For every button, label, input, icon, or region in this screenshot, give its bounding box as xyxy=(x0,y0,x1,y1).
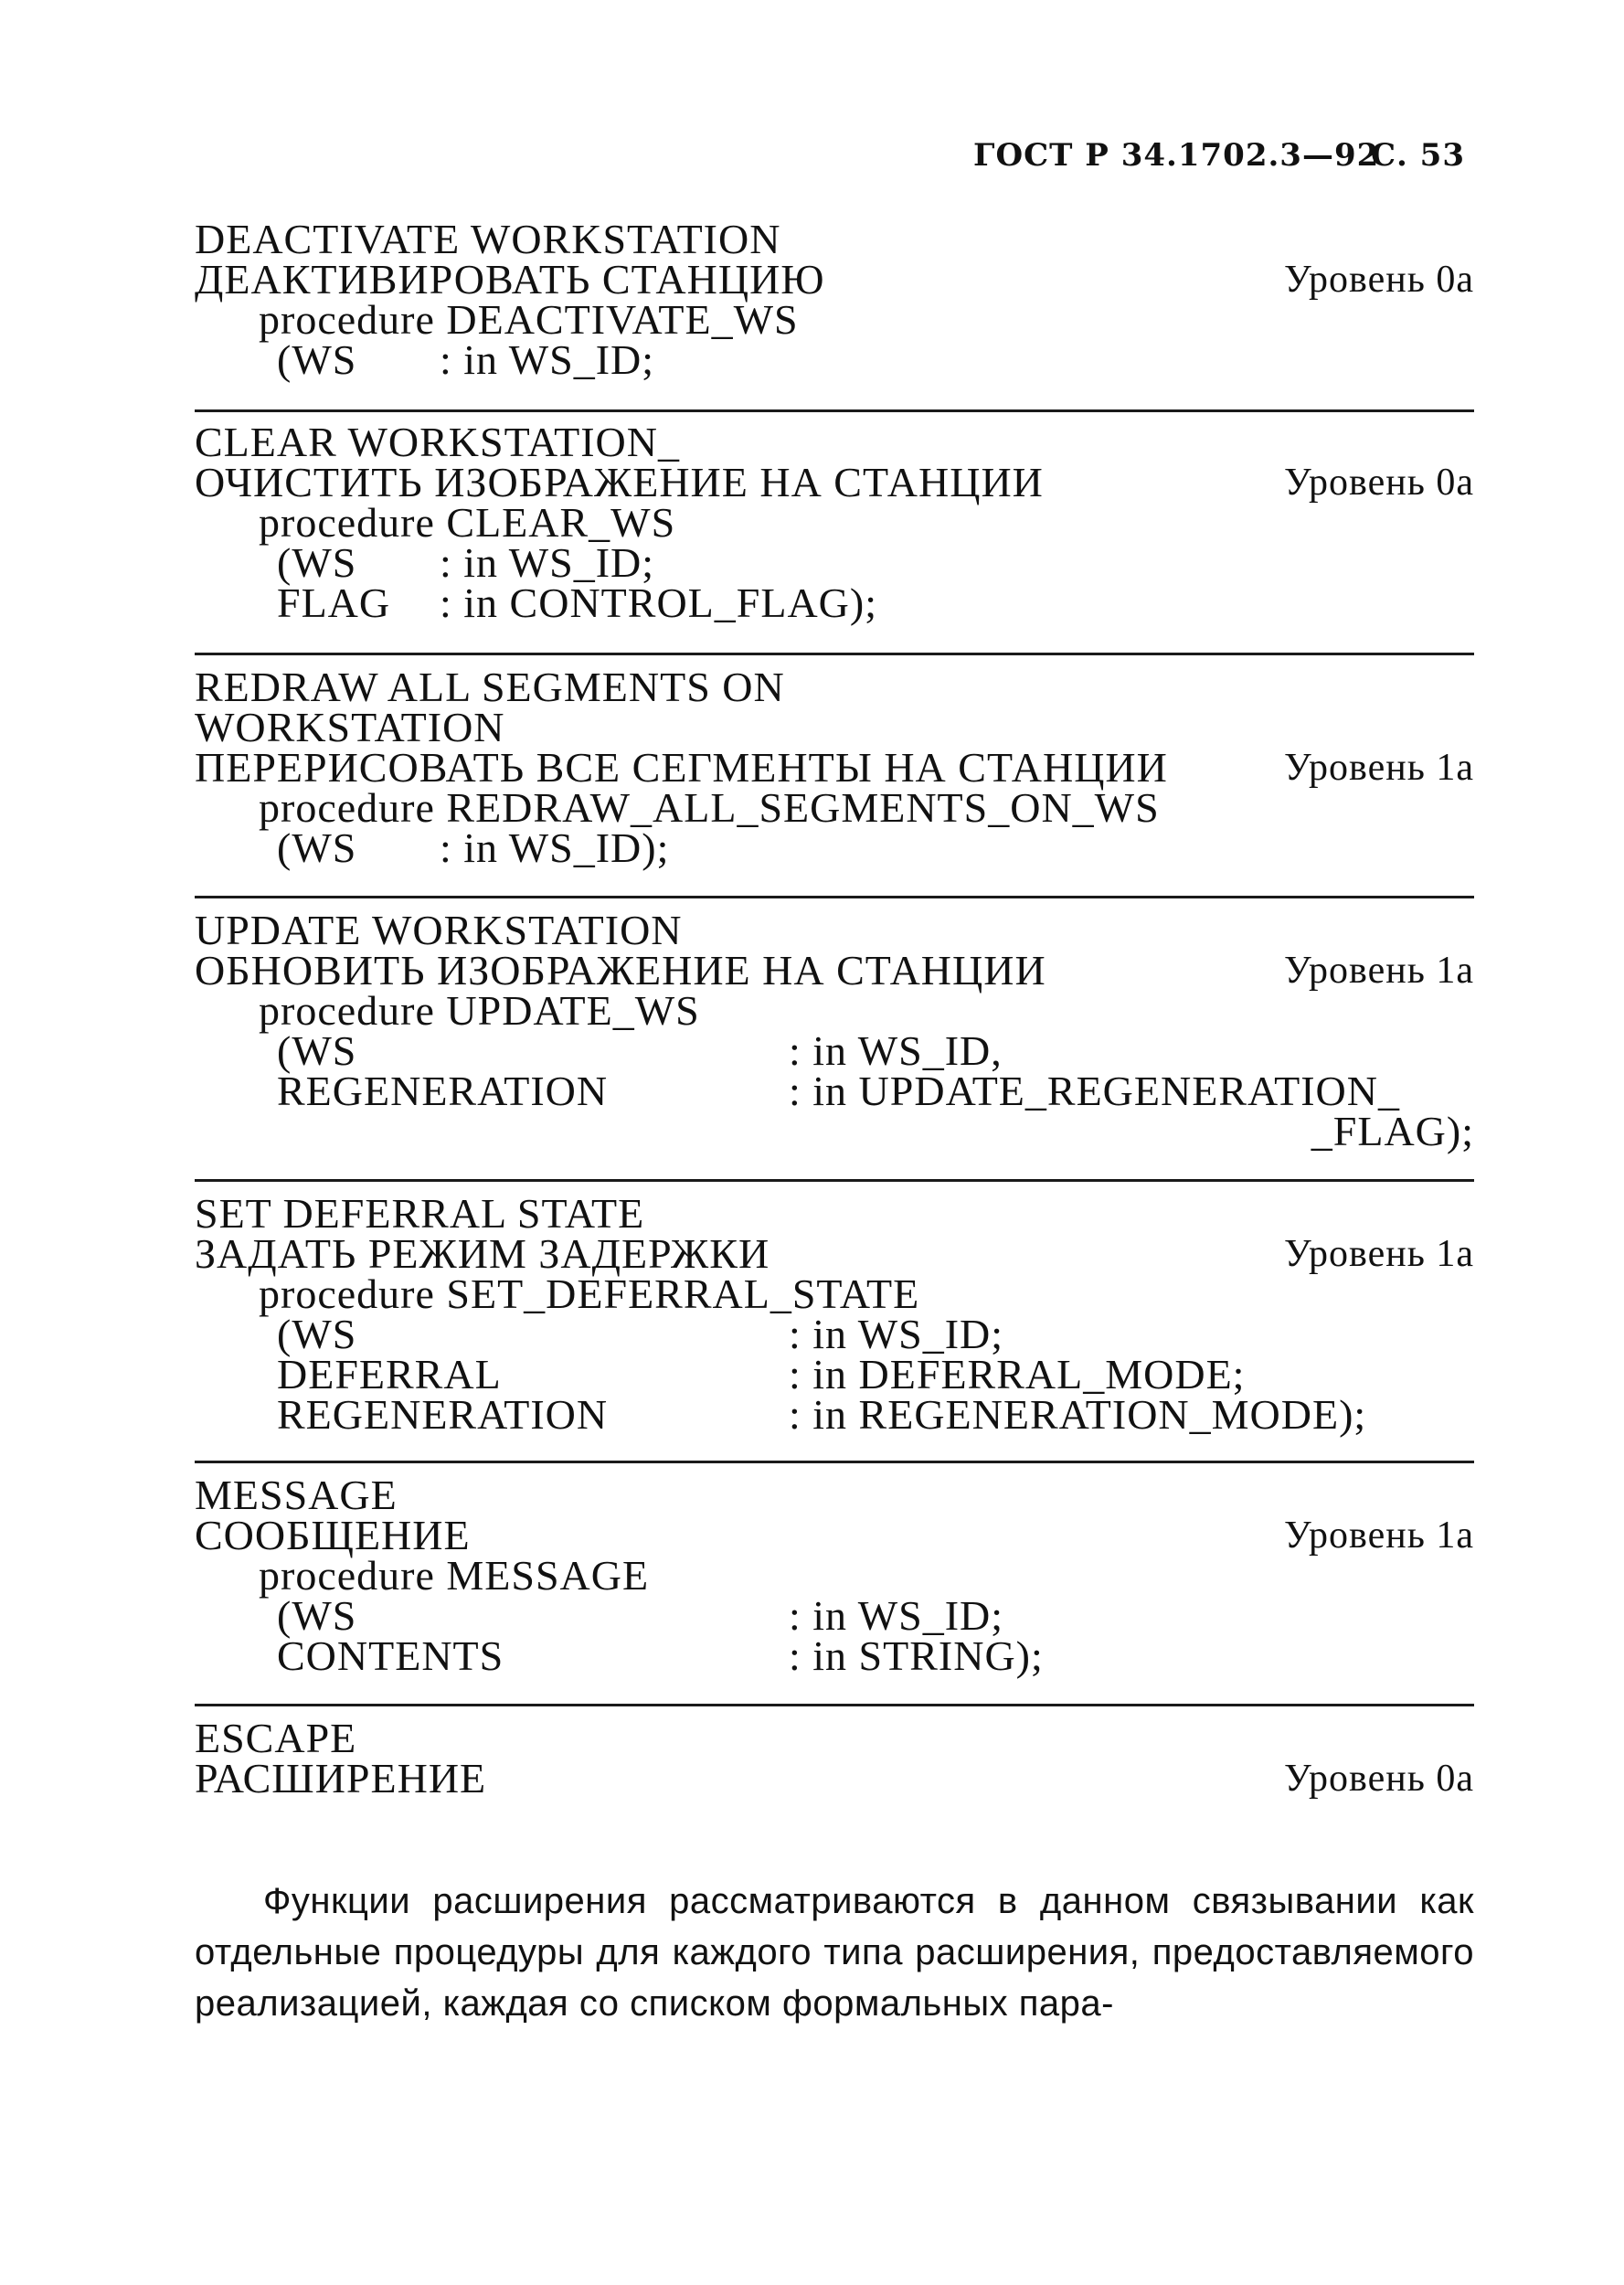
procedure-signature: procedure MESSAGE xyxy=(259,1552,650,1599)
parameter-name: (WS xyxy=(277,1311,357,1357)
parameter-type: : in WS_ID); xyxy=(440,824,670,871)
divider-rule xyxy=(195,653,1474,655)
function-entry-message xyxy=(195,1472,1474,1679)
function-name-ru: СООБЩЕНИЕ xyxy=(195,1512,471,1558)
body-paragraph: Функции расширения рассматриваются в данном связывании как отдельные процедуры для каждого типа расширения, предоставляемого реализацией, каждая со списком формальных пара- xyxy=(195,1881,1474,2024)
function-name-en: DEACTIVATE WORKSTATION xyxy=(195,216,781,262)
parameter-name: REGENERATION xyxy=(277,1391,609,1438)
procedure-signature: procedure REDRAW_ALL_SEGMENTS_ON_WS xyxy=(259,784,1160,831)
function-name-ru: ОЧИСТИТЬ ИЗОБРАЖЕНИЕ НА СТАНЦИИ xyxy=(195,459,1044,505)
level-label: Уровень 1а xyxy=(1283,747,1474,789)
standard-number: ГОСТ Р 34.1702.3—92 xyxy=(973,137,1380,174)
parameter-type: : in UPDATE_REGENERATION_ xyxy=(789,1068,1400,1114)
function-name-en: REDRAW ALL SEGMENTS ON xyxy=(195,664,785,710)
procedure-signature: procedure DEACTIVATE_WS xyxy=(259,296,799,343)
function-name-ru: ПЕРЕРИСОВАТЬ ВСЕ СЕГМЕНТЫ НА СТАНЦИИ xyxy=(195,744,1168,791)
function-name-en-continued: WORKSTATION xyxy=(195,704,505,750)
function-name-en: UPDATE WORKSTATION xyxy=(195,907,683,953)
function-entry-escape xyxy=(195,1715,1474,1801)
level-label: Уровень 0а xyxy=(1283,1758,1474,1800)
divider-rule xyxy=(195,409,1474,412)
parameter-name: (WS xyxy=(277,1027,357,1074)
divider-rule xyxy=(195,896,1474,898)
parameter-line xyxy=(195,1592,1474,1639)
parameter-line xyxy=(195,1311,1474,1357)
parameter-type: : in CONTROL_FLAG); xyxy=(440,579,877,626)
page-header xyxy=(973,137,1485,174)
parameter-name: (WS xyxy=(277,539,357,586)
function-name-en: CLEAR WORKSTATION_ xyxy=(195,419,680,465)
parameter-type: : in WS_ID; xyxy=(789,1311,1004,1357)
parameter-type: : in WS_ID; xyxy=(789,1592,1004,1639)
parameter-line xyxy=(195,1632,1474,1679)
level-label: Уровень 0а xyxy=(1283,462,1474,504)
function-name-ru: ЗАДАТЬ РЕЖИМ ЗАДЕРЖКИ xyxy=(195,1230,770,1277)
procedure-signature: procedure SET_DEFERRAL_STATE xyxy=(259,1270,920,1317)
parameter-name: FLAG xyxy=(277,579,391,626)
parameter-name: CONTENTS xyxy=(277,1632,504,1679)
parameter-name: (WS xyxy=(277,824,357,871)
parameter-line xyxy=(195,1351,1474,1398)
function-name-en: MESSAGE xyxy=(195,1472,398,1518)
parameter-type: : in DEFERRAL_MODE; xyxy=(789,1351,1246,1398)
parameter-name: DEFERRAL xyxy=(277,1351,502,1398)
parameter-line xyxy=(195,1391,1474,1438)
procedure-signature: procedure CLEAR_WS xyxy=(259,499,676,546)
level-label: Уровень 0а xyxy=(1283,259,1474,301)
parameter-line xyxy=(195,336,1474,383)
page-number: С. 53 xyxy=(1370,137,1465,174)
parameter-line xyxy=(195,824,1474,871)
parameter-name: (WS xyxy=(277,336,357,383)
divider-rule xyxy=(195,1704,1474,1706)
function-entry-update-workstation xyxy=(195,907,1474,1154)
procedure-signature: procedure UPDATE_WS xyxy=(259,987,700,1034)
divider-rule xyxy=(195,1179,1474,1182)
function-entry-deactivate-workstation xyxy=(195,216,1474,383)
divider-rule xyxy=(195,1461,1474,1463)
parameter-name: REGENERATION xyxy=(277,1068,609,1114)
parameter-type-continued: _FLAG); xyxy=(1311,1108,1474,1154)
parameter-line xyxy=(195,579,1474,626)
parameter-line xyxy=(195,1068,1474,1114)
parameter-line xyxy=(195,1027,1474,1074)
parameter-type: : in WS_ID, xyxy=(789,1027,1003,1074)
parameter-type: : in REGENERATION_MODE); xyxy=(789,1391,1367,1438)
level-label: Уровень 1а xyxy=(1283,1233,1474,1275)
function-name-ru: ОБНОВИТЬ ИЗОБРАЖЕНИЕ НА СТАНЦИИ xyxy=(195,947,1046,994)
parameter-type: : in WS_ID; xyxy=(440,336,655,383)
function-name-ru: ДЕАКТИВИРОВАТЬ СТАНЦИЮ xyxy=(195,256,825,303)
function-entry-redraw-all-segments xyxy=(195,664,1474,871)
function-name-ru: РАСШИРЕНИЕ xyxy=(195,1755,487,1801)
function-entry-clear-workstation xyxy=(195,419,1474,626)
function-name-en: ESCAPE xyxy=(195,1715,357,1761)
parameter-type: : in WS_ID; xyxy=(440,539,655,586)
level-label: Уровень 1а xyxy=(1283,950,1474,992)
parameter-line xyxy=(195,539,1474,586)
parameter-type: : in STRING); xyxy=(789,1632,1044,1679)
function-entry-set-deferral-state xyxy=(195,1190,1474,1438)
function-name-en: SET DEFERRAL STATE xyxy=(195,1190,645,1237)
level-label: Уровень 1а xyxy=(1283,1514,1474,1557)
parameter-name: (WS xyxy=(277,1592,357,1639)
